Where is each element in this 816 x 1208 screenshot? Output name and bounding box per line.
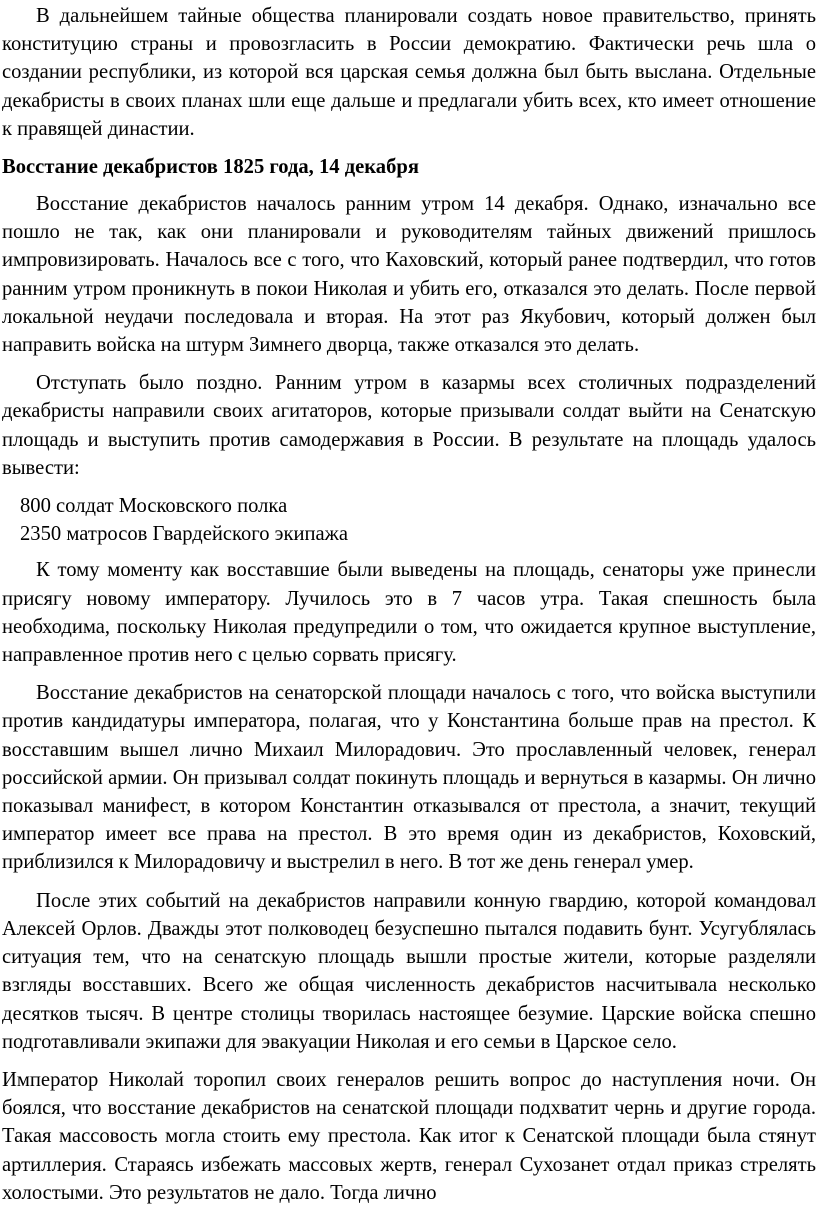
paragraph: Восстание декабристов началось ранним утром 14 декабря. Однако, изначально все пошло не так, как они планировали и руководителям тайных движений пришлось импровизировать. Началось все с того, что Каховский, который ранее подтвердил, что готов ранним утром проникнуть в покои Николая и убить его, отказался это делать. После первой локальной неудачи последовала и вторая. На этот раз Якубович, который должен был направить войска на штурм Зимнего дворца, также отказался это делать. xyxy=(2,193,816,357)
paragraph: Восстание декабристов на сенаторской площади началось с того, что войска выступили против кандидатуры императора, полагая, что у Константина больше прав на престол. К восставшим вышел лично Михаил Милорадович. Это прославленный человек, генерал российской армии. Он призывал солдат покинуть площадь и вернуться в казармы. Он лично показывал манифест, в котором Константин отказывался от престола, а значит, текущий император имеет все права на престол. В это время один из декабристов, Коховский, приблизился к Милорадовичу и выстрелил в него. В тот же день генерал умер. xyxy=(2,682,816,874)
intro-paragraph: В дальнейшем тайные общества планировали создать новое правительство, принять конституцию страны и провозгласить в России демократию. Фактически речь шла о создании республики, из которой вся царская семья должна был быть выслана. Отдельные декабристы в своих планах шли еще дальше и предлагали убить всех, кто имеет отношение к правящей династии. xyxy=(2,5,816,140)
list-item: 800 солдат Московского полка xyxy=(20,495,288,518)
paragraph: После этих событий на декабристов направили конную гвардию, которой командовал Алексей Орлов. Дважды этот полководец безуспешно пытался подавить бунт. Усугублялась ситуация тем, что на сенатскую площадь вышли простые жители, которые разделяли взгляды восставших. Всего же общая численность декабристов насчитывала несколько десятков тысяч. В центре столицы творилась настоящее безумие. Царские войска спешно подготавливали экипажи для эвакуации Николая и его семьи в Царское село. xyxy=(2,889,816,1053)
soldiers-list xyxy=(20,492,816,548)
section-heading: Восстание декабристов 1825 года, 14 декабря xyxy=(2,156,419,179)
list-item: 2350 матросов Гвардейского экипажа xyxy=(20,523,349,546)
paragraph: Отступать было поздно. Ранним утром в казармы всех столичных подразделений декабристы направили своих агитаторов, которые призывали солдат выйти на Сенатскую площадь и выступить против самодержавия в России. В результате на площадь удалось вывести: xyxy=(2,372,816,479)
paragraph: К тому моменту как восставшие были выведены на площадь, сенаторы уже принесли присягу новому императору. Лучилось это в 7 часов утра. Такая спешность была необходима, поскольку Николая предупредили о том, что ожидается крупное выступление, направленное против него с целью сорвать присягу. xyxy=(2,559,816,667)
final-paragraph: Император Николай торопил своих генералов решить вопрос до наступления ночи. Он боялся, что восстание декабристов на сенатской площади подхватит чернь и другие города. Такая массовость могла стоить ему престола. Как итог к Сенатской площади была стянут артиллерия. Стараясь избежать массовых жертв, генерал Сухозанет отдал приказ стрелять холостыми. Это результатов не дало. Тогда лично xyxy=(2,1068,816,1204)
